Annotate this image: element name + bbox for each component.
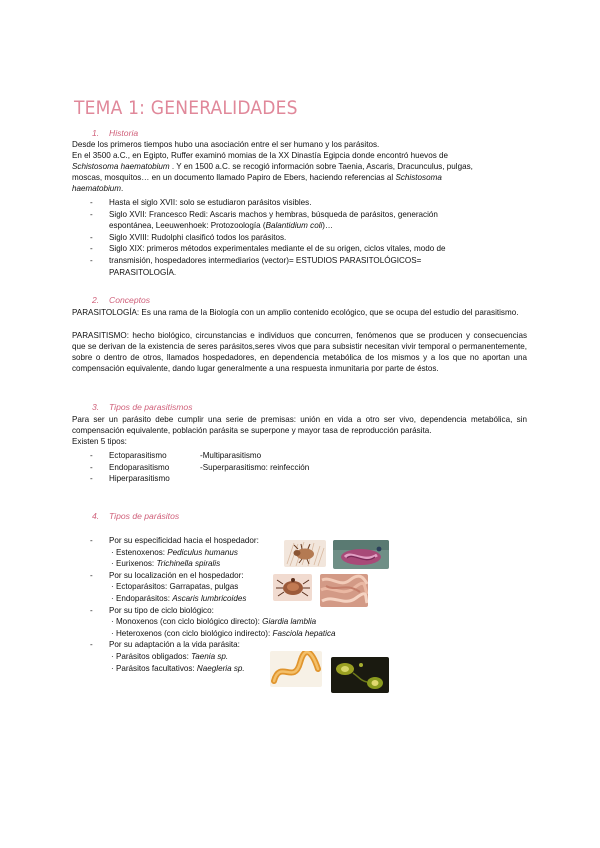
paragraph-text: moscas, mosquitos… en un documento llamado Papiro de Ebers, haciendo referencias al bbox=[72, 173, 394, 182]
bullet-dash: - bbox=[90, 232, 93, 242]
section-1-heading bbox=[92, 128, 138, 138]
bullet-dash: - bbox=[90, 244, 93, 254]
bullet-dash: - bbox=[90, 640, 93, 650]
section-title: Tipos de parasitismos bbox=[109, 402, 193, 412]
paragraph bbox=[72, 184, 123, 195]
species-name: Schistosoma bbox=[395, 173, 442, 182]
paragraph-text: . bbox=[121, 184, 124, 193]
list-item-text: Por su adaptación a la vida parásita: bbox=[109, 640, 240, 650]
list-item-text: Por su especificidad hacia el hospedador: bbox=[109, 536, 259, 545]
sub-item bbox=[90, 616, 390, 628]
list-item bbox=[90, 450, 200, 462]
taenia-photo bbox=[270, 651, 322, 687]
species-name: Trichinella spiralis bbox=[156, 559, 221, 569]
species-name: haematobium bbox=[72, 184, 122, 193]
sub-item-text: · Heteroxenos (con ciclo biológico indirecto): bbox=[111, 628, 273, 638]
list-item bbox=[90, 255, 510, 278]
ascaris-photo bbox=[320, 574, 368, 607]
bullet-dash: - bbox=[90, 209, 93, 219]
section-3-heading bbox=[92, 402, 193, 412]
list-item-text: Siglo XVII: Francesco Redi: Ascaris machos y hembras, búsqueda de parásitos, generación bbox=[109, 209, 438, 219]
parasitism-types-col-1 bbox=[90, 450, 200, 485]
section-number: 4. bbox=[92, 511, 100, 521]
list-item bbox=[90, 232, 510, 244]
list-item-text: espontánea, Leeuwenhoek: Protozoología ( bbox=[109, 221, 266, 231]
paragraph bbox=[72, 173, 442, 184]
list-item-text: Por su tipo de ciclo biológico: bbox=[109, 605, 214, 615]
sub-item-text: · Parásitos obligados: bbox=[111, 651, 192, 661]
list-item-text: transmisión, hospedadores intermediarios (vector)= ESTUDIOS PARASITOLÓGICOS= bbox=[109, 255, 422, 265]
species-name: Taenia sp. bbox=[191, 651, 229, 661]
paragraph: Para ser un parásito debe cumplir una serie de premisas: unión en vida a otro ser vivo, dependencia metabólica, sin compensación equivalente, población parásita se superpone y mayor tasa de reproducción parásita. bbox=[72, 415, 527, 436]
bullet-dash: - bbox=[90, 255, 93, 265]
louse-photo bbox=[284, 540, 326, 567]
list-item-text: Endoparasitismo bbox=[109, 462, 170, 472]
species-name: Giardia lamblia bbox=[262, 617, 317, 627]
list-item bbox=[90, 639, 390, 651]
list-item bbox=[90, 197, 510, 209]
section-number: 2. bbox=[92, 295, 100, 305]
sub-item-text: · Estenoxenos: bbox=[111, 547, 168, 557]
list-item bbox=[90, 473, 200, 485]
trichinella-micrograph bbox=[333, 540, 389, 569]
bullet-dash: - bbox=[90, 462, 93, 472]
bullet-dash: - bbox=[90, 570, 93, 580]
history-list bbox=[90, 197, 510, 278]
paragraph: PARASITISMO: hecho biológico, circunstancias e individuos que concurren, fenómenos que se producen y consecuencias que se derivan de la existencia de seres parásitos,seres vivos que para subsistir necesitan vivir temporal o permanentemente, sobre o dentro de otros, llamados hospedadores, en dependencia metabólica de los mismos y a los que no aportan una compensación equivalente, dando lugar generalmente a una respuesta inmunitaria por parte de éstos. bbox=[72, 331, 527, 374]
list-item-text: Ectoparasitismo bbox=[109, 451, 167, 460]
sub-item-text: · Monoxenos (con ciclo biológico directo): bbox=[111, 617, 263, 627]
paragraph: En el 3500 a.C., en Egipto, Ruffer examinó momias de la XX Dinastía Egipcia donde encontró huevos de bbox=[72, 151, 448, 160]
list-item-text: Hasta el siglo XVII: solo se estudiaron parásitos visibles. bbox=[109, 198, 312, 207]
list-item bbox=[90, 243, 510, 255]
species-name: Schistosoma haematobium bbox=[72, 162, 170, 171]
bullet-dash: - bbox=[90, 198, 93, 207]
section-title: Conceptos bbox=[109, 295, 151, 305]
bullet-dash: - bbox=[90, 536, 93, 545]
species-name: Balantidium coli bbox=[265, 221, 323, 231]
species-name: Naegleria sp. bbox=[196, 663, 245, 673]
bullet-dash: - bbox=[90, 451, 93, 460]
bullet-dash: - bbox=[90, 605, 93, 615]
parasitism-types-col-2 bbox=[200, 450, 400, 473]
paragraph: PARASITOLOGÍA: Es una rama de la Biología con un amplio contenido ecológico, que se ocupa del estudio del parasitismo. bbox=[72, 308, 519, 317]
paragraph: Existen 5 tipos: bbox=[72, 437, 127, 446]
paragraph-text: . Y en 1500 a.C. se recogió información sobre Taenia, Ascaris, Dracunculus, pulgas, bbox=[171, 162, 473, 171]
sub-item: · Ectoparásitos: Garrapatas, pulgas bbox=[111, 582, 239, 592]
species-name: Pediculus humanus bbox=[167, 547, 238, 557]
section-2-heading bbox=[92, 295, 150, 305]
tick-photo bbox=[273, 574, 312, 601]
sub-item-text: · Eurixenos: bbox=[111, 559, 157, 569]
sub-item-text: · Parásitos facultativos: bbox=[111, 663, 197, 673]
bullet-dash: - bbox=[90, 474, 93, 484]
species-name: Ascaris lumbricoides bbox=[172, 593, 247, 603]
list-item: -Superparasitismo: reinfección bbox=[200, 462, 310, 472]
sub-item-text: · Endoparásitos: bbox=[111, 593, 173, 603]
species-name: Fasciola hepatica bbox=[272, 628, 336, 638]
list-item bbox=[90, 209, 510, 232]
section-title: Historia bbox=[109, 128, 139, 138]
list-item-text: Hiperparasitismo bbox=[109, 474, 170, 484]
paragraph: Desde los primeros tiempos hubo una asociación entre el ser humano y los parásitos. bbox=[72, 140, 380, 149]
sub-item bbox=[90, 628, 390, 640]
section-number: 1. bbox=[92, 128, 100, 138]
list-item-text: Siglo XIX: primeros métodos experimentales mediante el de su origen, ciclos vitales, modo de bbox=[109, 244, 446, 254]
paragraph bbox=[72, 162, 473, 173]
list-item-text: PARASITOLOGÍA. bbox=[109, 267, 177, 277]
section-title: Tipos de parásitos bbox=[109, 511, 180, 521]
list-item-text: )… bbox=[322, 221, 334, 231]
section-4-heading bbox=[92, 511, 179, 521]
naegleria-micrograph bbox=[331, 657, 389, 693]
list-item-text: Siglo XVIII: Rudolphi clasificó todos los parásitos. bbox=[109, 232, 287, 242]
list-item: -Multiparasitismo bbox=[200, 451, 262, 460]
section-number: 3. bbox=[92, 402, 100, 412]
list-item-text: Por su localización en el hospedador: bbox=[109, 570, 244, 580]
page-title: TEMA 1: GENERALIDADES bbox=[74, 97, 298, 119]
list-item bbox=[90, 462, 200, 474]
